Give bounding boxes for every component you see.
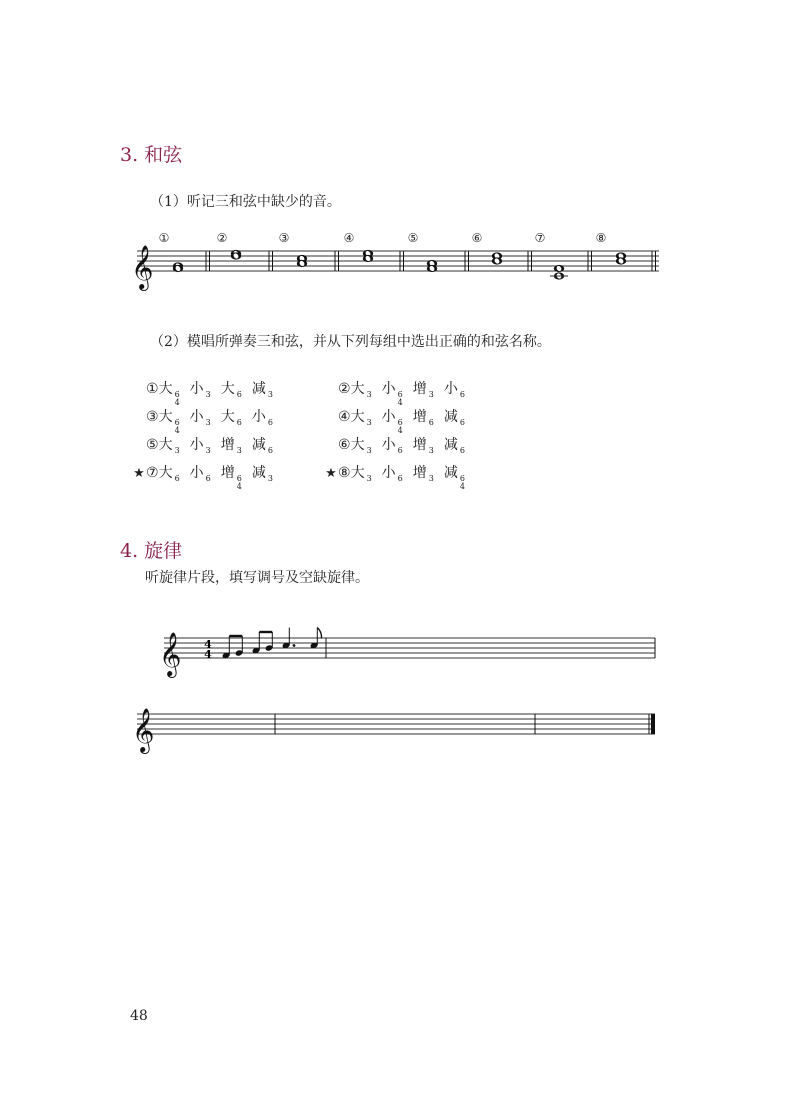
option-group-number: ⑥ bbox=[338, 437, 351, 453]
chord-singing-instruction: （2）模唱所弹奏三和弦，并从下列每组中选出正确的和弦名称。 bbox=[150, 334, 551, 350]
chord-quality: 增 bbox=[412, 409, 427, 425]
chord-quality: 大 bbox=[350, 465, 365, 481]
chord-dictation-instruction: （1）听记三和弦中缺少的音。 bbox=[150, 194, 341, 210]
inversion-figure: 3 bbox=[205, 390, 211, 399]
chord-quality: 减 bbox=[251, 381, 266, 397]
inversion-figure: 3 bbox=[428, 390, 434, 399]
inversion-figure: 3 bbox=[205, 418, 211, 427]
inversion-figure: 6 bbox=[397, 446, 403, 455]
option-group-number: ⑧ bbox=[338, 465, 351, 481]
chord-quality: 减 bbox=[251, 437, 266, 453]
chord-quality: 大 bbox=[158, 381, 173, 397]
exercise-label: ⑧ bbox=[595, 231, 607, 245]
exercise-label: ⑦ bbox=[534, 231, 546, 245]
chord-quality: 小 bbox=[189, 465, 204, 481]
treble-clef-icon: 𝄞 bbox=[132, 708, 155, 752]
staff-lines bbox=[137, 714, 655, 734]
inversion-figure: 3 bbox=[366, 446, 372, 455]
inversion-figure: 3 bbox=[366, 390, 372, 399]
star-icon: ★ bbox=[325, 466, 337, 481]
inversion-figure: 3 bbox=[205, 446, 211, 455]
chord-quality: 小 bbox=[251, 409, 266, 425]
melody-instruction: 听旋律片段，填写调号及空缺旋律。 bbox=[145, 570, 369, 586]
inversion-figure: 6 4 bbox=[174, 390, 180, 407]
chord-quality: 大 bbox=[158, 409, 173, 425]
inversion-figure: 3 bbox=[366, 474, 372, 483]
exercise-label: ⑤ bbox=[407, 231, 419, 245]
flag bbox=[317, 628, 321, 639]
inversion-figure: 6 4 bbox=[174, 418, 180, 435]
chord-quality: 小 bbox=[189, 437, 204, 453]
chord-quality: 增 bbox=[220, 437, 235, 453]
inversion-figure: 3 bbox=[428, 446, 434, 455]
chord-quality: 增 bbox=[412, 437, 427, 453]
treble-clef-icon: 𝄞 bbox=[131, 245, 154, 289]
chord-quality: 减 bbox=[443, 465, 458, 481]
exercise-label: ⑥ bbox=[471, 231, 483, 245]
chord-quality: 小 bbox=[189, 409, 204, 425]
chord-quality: 小 bbox=[381, 437, 396, 453]
chord-quality: 小 bbox=[381, 381, 396, 397]
chord-quality: 减 bbox=[443, 437, 458, 453]
chord-quality: 增 bbox=[412, 465, 427, 481]
option-group-number: ③ bbox=[146, 409, 159, 425]
chord-quality: 大 bbox=[158, 437, 173, 453]
page-number: 48 bbox=[130, 1008, 148, 1024]
exercise-label: ② bbox=[216, 231, 228, 245]
chord-quality: 大 bbox=[220, 381, 235, 397]
time-signature-top: 4 bbox=[204, 638, 212, 651]
inversion-figure: 3 bbox=[236, 446, 242, 455]
inversion-figure: 3 bbox=[267, 474, 273, 483]
inversion-figure: 6 bbox=[205, 474, 211, 483]
inversion-figure: 6 bbox=[267, 446, 273, 455]
inversion-figure: 6 bbox=[459, 390, 465, 399]
chord-quality: 减 bbox=[251, 465, 266, 481]
inversion-figure: 6 4 bbox=[397, 390, 403, 407]
section-4-title: 4. 旋律 bbox=[120, 540, 183, 562]
inversion-figure: 3 bbox=[366, 418, 372, 427]
inversion-figure: 6 bbox=[459, 418, 465, 427]
chord-quality: 增 bbox=[412, 381, 427, 397]
inversion-figure: 3 bbox=[428, 474, 434, 483]
chord-quality: 减 bbox=[443, 409, 458, 425]
inversion-figure: 6 4 bbox=[236, 474, 242, 491]
chord-quality: 大 bbox=[158, 465, 173, 481]
chord-quality: 小 bbox=[189, 381, 204, 397]
time-signature-bottom: 4 bbox=[204, 648, 212, 661]
inversion-figure: 6 bbox=[459, 446, 465, 455]
inversion-figure: 6 bbox=[397, 474, 403, 483]
inversion-figure: 6 4 bbox=[459, 474, 465, 491]
inversion-figure: 6 bbox=[236, 418, 242, 427]
inversion-figure: 6 4 bbox=[397, 418, 403, 435]
chord-quality: 小 bbox=[443, 381, 458, 397]
chord-quality: 小 bbox=[381, 409, 396, 425]
exercise-label: ③ bbox=[278, 231, 290, 245]
exercise-label: ④ bbox=[343, 231, 355, 245]
inversion-figure: 6 bbox=[267, 418, 273, 427]
exercise-label: ① bbox=[158, 231, 170, 245]
chord-quality: 小 bbox=[381, 465, 396, 481]
treble-clef-icon: 𝄞 bbox=[159, 632, 182, 676]
inversion-figure: 6 bbox=[236, 390, 242, 399]
chord-quality: 增 bbox=[220, 465, 235, 481]
section-3-title: 3. 和弦 bbox=[120, 144, 183, 166]
option-group-number: ⑤ bbox=[146, 437, 159, 453]
chord-quality: 大 bbox=[220, 409, 235, 425]
chord-quality: 大 bbox=[350, 437, 365, 453]
chord-quality: 大 bbox=[350, 381, 365, 397]
chord-quality: 大 bbox=[350, 409, 365, 425]
option-group-number: ④ bbox=[338, 409, 351, 425]
dot bbox=[293, 644, 296, 647]
option-group-number: ① bbox=[146, 381, 159, 397]
inversion-figure: 6 bbox=[174, 474, 180, 483]
option-group-number: ⑦ bbox=[146, 465, 159, 481]
inversion-figure: 3 bbox=[174, 446, 180, 455]
option-group-number: ② bbox=[338, 381, 351, 397]
final-barline bbox=[651, 714, 655, 734]
inversion-figure: 3 bbox=[267, 390, 273, 399]
star-icon: ★ bbox=[133, 466, 145, 481]
inversion-figure: 6 bbox=[428, 418, 434, 427]
